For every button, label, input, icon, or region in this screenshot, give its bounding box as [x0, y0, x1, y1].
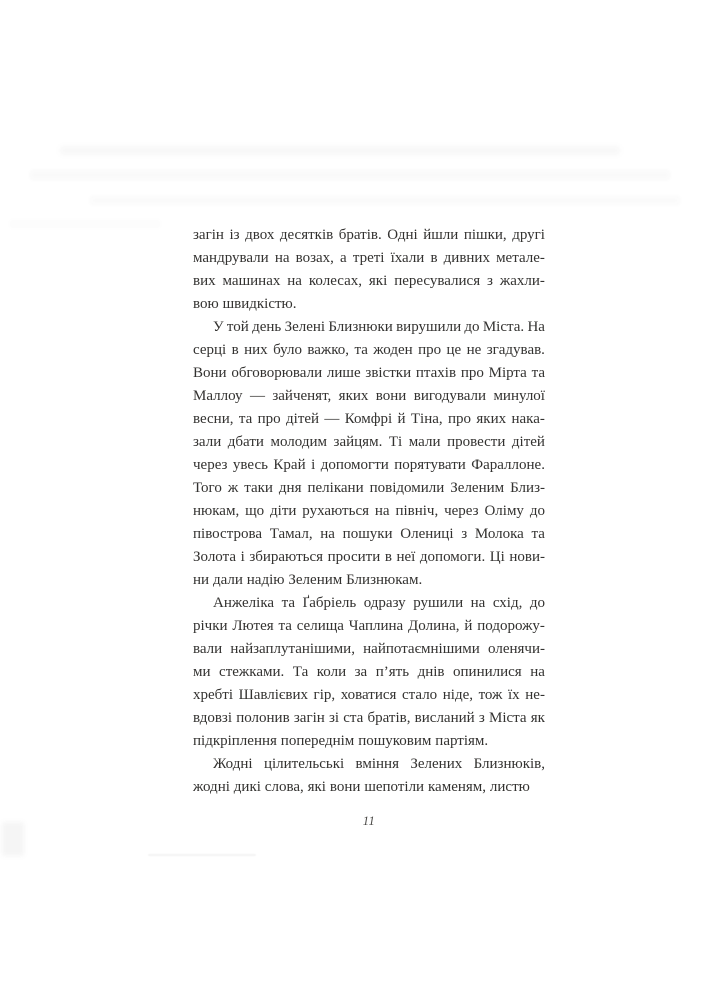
word: нови- [509, 549, 545, 565]
word: Близнюків, [473, 756, 545, 772]
showthrough-artifact [60, 146, 620, 155]
word: до [529, 595, 545, 611]
word: Вони [193, 365, 227, 381]
word: збираються [249, 549, 324, 565]
word: згадував. [486, 342, 545, 358]
word: подорожу- [477, 618, 545, 634]
word: з [478, 710, 485, 726]
word: братів. [338, 227, 382, 243]
word: ста [343, 710, 364, 726]
word: на [374, 503, 390, 519]
word: Жодні [213, 756, 253, 772]
word: вали [193, 641, 223, 657]
word: зайченят, [272, 388, 332, 404]
word: річки [193, 618, 228, 634]
word: за [354, 664, 368, 680]
word: Ці [489, 549, 505, 565]
word: це [446, 342, 462, 358]
scan-hairline [148, 854, 256, 856]
word: минулої [493, 388, 545, 404]
text-line [193, 224, 545, 247]
word: повідомили [369, 480, 445, 496]
text-line [193, 385, 545, 408]
word: зі [328, 710, 340, 726]
word: мали [408, 434, 441, 450]
word: пошуки [342, 526, 393, 542]
word: Олениці [400, 526, 454, 542]
word: та [354, 342, 368, 358]
word: Маллоу [193, 388, 243, 404]
word: яких [338, 388, 369, 404]
text-line [193, 316, 545, 339]
word: колесах, [308, 273, 362, 289]
word: них [244, 342, 268, 358]
word: допомогти [320, 457, 389, 473]
word: схід, [492, 595, 523, 611]
word: одразу [363, 595, 406, 611]
word: й [397, 411, 406, 427]
word: Мірта [488, 365, 527, 381]
text-line [193, 684, 545, 707]
word: через [444, 503, 479, 519]
text-line [193, 592, 545, 615]
word: п’ять [375, 664, 410, 680]
word: тож [478, 687, 503, 703]
word: дня [278, 480, 302, 496]
word: день [252, 319, 282, 335]
word: вою [193, 296, 219, 312]
word: дикі [233, 779, 261, 795]
text-line [193, 362, 545, 385]
word: цілительські [263, 756, 345, 772]
word: стежками. [219, 664, 285, 680]
word: Зеленим [288, 572, 343, 588]
word: висланий [414, 710, 475, 726]
word: ховатися [340, 687, 397, 703]
word: надію [246, 572, 285, 588]
text-line [193, 730, 545, 753]
word: з [461, 526, 468, 542]
text-line [193, 523, 545, 546]
word: лише [326, 365, 361, 381]
word: ни [193, 572, 210, 588]
page-text-column [193, 224, 545, 799]
word: на [530, 664, 545, 680]
word: Одні [387, 227, 418, 243]
word: — [324, 411, 340, 427]
word: Оліму [484, 503, 524, 519]
word: братів, [367, 710, 411, 726]
word: метале- [496, 250, 545, 266]
word: рухаються [302, 503, 370, 519]
paragraph [193, 224, 545, 316]
word: півострова [193, 526, 262, 542]
word: та [531, 526, 545, 542]
text-line [193, 339, 545, 362]
word: полонив [236, 710, 290, 726]
word: ніде, [442, 687, 473, 703]
word: Міста. [482, 319, 525, 335]
word: увесь [232, 457, 268, 473]
word: Близ- [510, 480, 545, 496]
word: із [229, 227, 240, 243]
text-line [193, 776, 545, 799]
word: порятувати [394, 457, 466, 473]
word: Фараллоне. [471, 457, 545, 473]
word: допомоги. [419, 549, 486, 565]
word: нака- [511, 411, 545, 427]
word: молодим [270, 434, 327, 450]
paragraph [193, 592, 545, 753]
word: на [470, 595, 486, 611]
word: Близнюкам. [346, 572, 423, 588]
word: Чаплина [348, 618, 404, 634]
word: Того [193, 480, 222, 496]
word: та [278, 618, 292, 634]
word: Близнюки [328, 319, 393, 335]
word: в [430, 250, 438, 266]
word: про [257, 411, 281, 427]
word: пересувалися [394, 273, 481, 289]
word: той [226, 319, 249, 335]
text-line [193, 477, 545, 500]
word: просити [327, 549, 381, 565]
word: до [529, 503, 545, 519]
scan-smudge [2, 822, 24, 856]
word: про [418, 342, 442, 358]
word: та [238, 411, 253, 427]
word: через [193, 457, 228, 473]
word: весни, [193, 411, 234, 427]
word: зайцям. [333, 434, 383, 450]
word: вигодували [413, 388, 487, 404]
word: десятків [279, 227, 334, 243]
showthrough-artifact [90, 196, 680, 205]
paragraph [193, 316, 545, 592]
word: ж [227, 480, 239, 496]
word: Молока [474, 526, 524, 542]
word: жоден [373, 342, 413, 358]
text-line [193, 569, 545, 592]
text-line [193, 431, 545, 454]
word: на [287, 273, 302, 289]
word: їх [508, 687, 520, 703]
word: вони [375, 388, 407, 404]
word: треті [352, 250, 385, 266]
word: не [466, 342, 482, 358]
word: Ґабріель [302, 595, 357, 611]
word: нюкам, [193, 503, 240, 519]
word: днів [417, 664, 445, 680]
page-number: 11 [362, 814, 376, 828]
word: і [311, 457, 316, 473]
word: провести [447, 434, 506, 450]
text-line [193, 661, 545, 684]
word: Комфрі [344, 411, 393, 427]
word: в [231, 342, 239, 358]
word: У [213, 319, 224, 335]
word: які [307, 779, 326, 795]
word: дітей [511, 434, 545, 450]
word: Зелених [410, 756, 463, 772]
showthrough-artifact [10, 220, 160, 228]
word: ми [193, 664, 211, 680]
word: найзаплутанішими, [230, 641, 355, 657]
word: рушили [413, 595, 464, 611]
word: та [531, 365, 545, 381]
word: з [487, 273, 493, 289]
word: оленячи- [488, 641, 545, 657]
word: пошуковим [358, 733, 432, 749]
word: підкріплення [193, 733, 277, 749]
word: вміння [355, 756, 399, 772]
word: Ті [388, 434, 403, 450]
word: На [527, 319, 545, 335]
word: Зелені [284, 319, 326, 335]
word: в [384, 549, 392, 565]
text-line [193, 707, 545, 730]
word: обговорювали [231, 365, 323, 381]
word: звістки [365, 365, 412, 381]
word: йшли [423, 227, 459, 243]
word: коли [316, 664, 347, 680]
word: листю [489, 779, 530, 795]
word: жодні [193, 779, 230, 795]
word: дітей [286, 411, 320, 427]
word: селища [296, 618, 344, 634]
word: жахли- [499, 273, 545, 289]
text-line [193, 546, 545, 569]
word: Золота [193, 549, 237, 565]
word: опинилися [453, 664, 522, 680]
word: Тіна, [410, 411, 443, 427]
word: які [368, 273, 388, 289]
word: — [249, 388, 265, 404]
word: стало [402, 687, 438, 703]
word: вих [193, 273, 216, 289]
word: їхали [390, 250, 425, 266]
word: птахів [415, 365, 457, 381]
word: до [464, 319, 480, 335]
word: про [460, 365, 484, 381]
word: Та [292, 664, 309, 680]
word: не- [525, 687, 545, 703]
text-line [193, 293, 545, 316]
word: дбати [227, 434, 264, 450]
word: каменям, [427, 779, 487, 795]
word: неї [396, 549, 416, 565]
text-line [193, 615, 545, 638]
word: двох [245, 227, 275, 243]
word: мандрували [193, 250, 269, 266]
word: вирушили [396, 319, 462, 335]
word: а [340, 250, 347, 266]
word: гір, [313, 687, 336, 703]
text-line [193, 247, 545, 270]
word: важко, [307, 342, 350, 358]
text-line [193, 500, 545, 523]
text-line [193, 454, 545, 477]
word: діти [270, 503, 297, 519]
word: машинах [222, 273, 281, 289]
word: партіям. [435, 733, 489, 749]
word: слова, [264, 779, 304, 795]
word: зали [193, 434, 222, 450]
word: другі [512, 227, 545, 243]
word: попереднім [280, 733, 355, 749]
showthrough-artifact [30, 170, 670, 180]
text-line [193, 270, 545, 293]
text-line [193, 408, 545, 431]
word: Тамал, [269, 526, 313, 542]
word: загін [193, 227, 224, 243]
word: Шавлієвих [238, 687, 308, 703]
word: Міста [488, 710, 527, 726]
text-line [193, 753, 545, 776]
word: швидкістю. [222, 296, 297, 312]
word: яких [476, 411, 507, 427]
word: серці [193, 342, 227, 358]
word: Край [273, 457, 306, 473]
word: було [273, 342, 302, 358]
word: хребті [193, 687, 234, 703]
word: Долина, [408, 618, 460, 634]
text-line [193, 638, 545, 661]
word: на [274, 250, 290, 266]
word: Лютея [232, 618, 274, 634]
word: що [245, 503, 265, 519]
word: пелікани [307, 480, 364, 496]
word: північ, [395, 503, 439, 519]
word: і [240, 549, 245, 565]
word: на [320, 526, 335, 542]
word: Анжеліка [213, 595, 275, 611]
word: загін [293, 710, 325, 726]
word: таки [244, 480, 273, 496]
word: найпотаємнішими [363, 641, 480, 657]
word: дивних [443, 250, 490, 266]
word: як [530, 710, 545, 726]
word: Зеленим [450, 480, 505, 496]
word: вони [329, 779, 361, 795]
word: вдовзі [193, 710, 233, 726]
word: й [464, 618, 473, 634]
word: та [281, 595, 295, 611]
paragraph [193, 753, 545, 799]
word: возах, [295, 250, 334, 266]
word: про [448, 411, 472, 427]
word: шепотіли [364, 779, 425, 795]
word: дали [212, 572, 243, 588]
word: пішки, [463, 227, 507, 243]
